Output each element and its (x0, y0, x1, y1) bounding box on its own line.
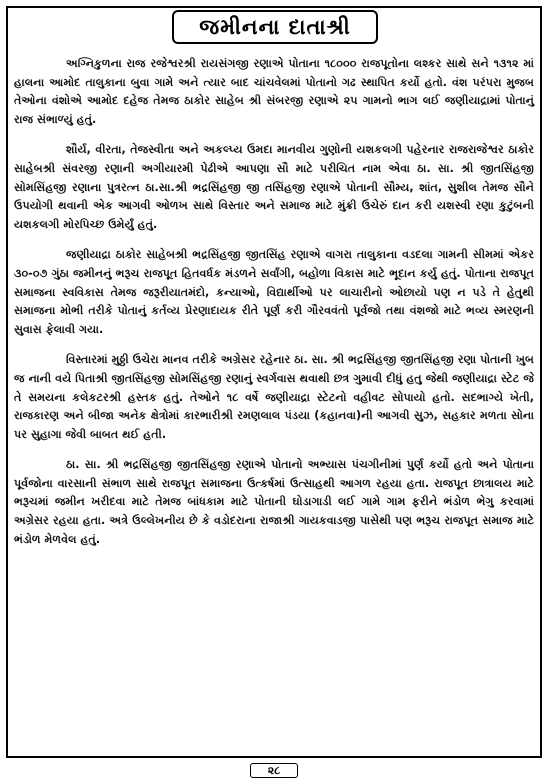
page-number-text: ૨૮ (267, 763, 281, 777)
article-body (14, 55, 534, 561)
page-number (250, 763, 298, 778)
page-title (172, 10, 378, 44)
paragraph: જણીયાદ્રા ઠાકોર સાહેબશ્રી ભદ્રસિંહજી જીતસિંહ રણાએ વાગરા તાલુકાના વડદલા ગામની સીમમાં એકર ૩૦-૦૭ ગુંઠા જમીનનું ભરૂચ રાજપૂત હિતવર્ધક મંડળને સર્વાંગી, બહોળા વિકાસ માટે ભૂદાન કર્યુ હતું. પોતાના રાજપૂત સમાજના સ્વવિકાસ તેમજ જરૂરીયાતમંદો, કન્યાઓ, વિદ્યાર્થીઓ પર લાચારીનો ઓછાયો પણ ન પડે તે હેતુથી સમાજના મોભી તરીકે પોતાનું કર્તવ્ય પ્રેરણાદાયક રીતે પૂર્ણ કરી ગૌરવવંતો પૂર્વજો તથા વંશજો માટે ભવ્ય સ્મરણની સુવાસ ફેલાવી ગયા. (14, 248, 534, 336)
paragraph: વિસ્તારમાં મુઠ્ઠી ઉચેરા માનવ તરીકે અગ્રેસર રહેનાર ઠા. સા. શ્રી ભદ્રસિંહજી જીતસિંહજી રણા પોતાની ખુબ જ નાની વયે પિતાશ્રી જીતસિંહજી સોમસિંહજી રણાનું સ્વર્ગવાસ થવાથી છત્ર ગુમાવી દીધું હતુ જેથી જણીયાદ્રા સ્ટેટ જે તે સમયના કલેકટરશ્રી હસ્તક હતું. તેઓને ૧૮ વર્ષે જણીયાદ્રા સ્ટેટનો વહીવટ સોપાયો હતો. સદભાગ્યે ખેતી, રાજકારણ અને બીજા અનેક ક્ષેત્રોમાં કારભારીશ્રી રમણલાલ પંડયા (કહાનવા)ની આગવી સુઝ, સહકાર મળતા સોના પર સુહાગા જેવી બાબત થઈ હતી. (14, 353, 534, 441)
paragraph: અગ્નિકુળના રાજ રજેશ્વરશ્રી રાયસંગજી રણાએ પોતાના ૧૮૦૦૦ રાજપૂતોના લશ્કર સાથે સને ૧૩૧૨ માં હાલના આમોદ તાલુકાના બુવા ગામે અને ત્યાર બાદ ચાંચવેલમાં પોતાનો ગઢ સ્થાપિત કર્યો હતો. વંશ પરંપરા મુજબ તેઓના વંશોએ આમોદ દહેજ તેમજ ઠાકોર સાહેબ શ્રી સંબરજી રણાએ ૨૫ ગામનો ભાગ લઈ જણીયાદ્રામાં પોતાનું રાજ સંભાળ્યું હતું. (14, 57, 534, 126)
page-title-text: જમીનના દાતાશ્રી (199, 14, 351, 39)
paragraph: શૌર્ય, વીરતા, તેજસ્વીતા અને અકલ્પ્ય ઉમદા માનવીય ગુણોની યશકલગી પહેરનાર રાજરાજેશ્વર ઠાકોર સાહેબશ્રી સંવરજી રણાની અગીયારમી પેઢીએ આપણા સૌ માટે પરીચિત નામ એવા ઠા. સા. શ્રી જીતસિંહજી સોમસિંહજી રણાના પુત્રરત્ન ઠા.સા.શ્રી ભદ્રસિંહજી જી તસિંહજી રણાએ પોતાની સૌમ્ય, શાંત, સુશીલ તેમજ સૌને ઉપયોગી થવાની એક આગવી ઓળખ સાથે વિસ્તાર અને સમાજ માટે મુંક્રી ઉચેરું દાન કરી યશસ્વી રણા કુટુંબની યશકલગી મોરપિચ્છ ઉમેર્યું હતું. (14, 143, 534, 231)
paragraph: ઠા. સા. શ્રી ભદ્રસિંહજી જીતસિંહજી રણાએ પોતાનો અભ્યાસ પંચગીનીમાં પુર્ણ કર્યો હતો અને પોતાના પૂર્વજોના વારસાની સંભાળ સાથે રાજપૂત સમાજના ઉત્કર્ષમાં ઉત્સાહથી આગળ રહયા હતા. રાજપૂત છાત્રાલય માટે ભરૂચમાં જમીન ખરીદવા માટે તેમજ બાંધકામ માટે પોતાની ઘોડાગાડી લઈ ગામે ગામ ફરીને ભંડોળ ભેગુ કરવામાં અગ્રેસર રહયા હતા. અત્રે ઉલ્લેખનીય છે કે વડોદરાના રાજાશ્રી ગાયકવાડજી પાસેથી પણ ભરૂચ રાજપૂત સમાજ માટે ભંડોળ મેળવેલ હતું. (14, 458, 534, 546)
